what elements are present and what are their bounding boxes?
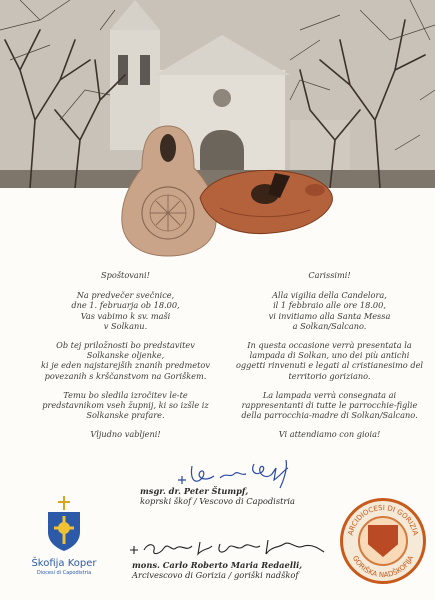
paragraph-lamp-slovenian: Ob tej priložnosti bo predstavitev Solkanske oljenke, ki je eden najstarejših znanih predmetov povezanih s krščanstvom na Goriškem. (41, 340, 210, 381)
signature-redaelli (128, 536, 328, 560)
diocese-koper-logo (24, 496, 104, 576)
greeting-italian: Carissimi! (308, 270, 351, 280)
paragraph-handover-slovenian: Temu bo sledila izročitev le-te predstavnikom vseh župnij, ki so izšle iz Solkanske prafare. (42, 389, 209, 421)
koper-crest-icon (44, 496, 84, 552)
signatory-2 (132, 560, 342, 580)
seal-text-top: ARCIDIOCESI DI GORIZIA (346, 503, 420, 537)
koper-logo-subtitle: Diocesi di Capodistria (36, 570, 92, 576)
seal-lettering (340, 498, 426, 584)
oil-lamps-image (110, 118, 340, 258)
paragraph-lamp-italian: In questa occasione verrà presentata la lampada di Solkan, uno dei più antichi oggetti rinvenuti e legati al cristianesimo del territorio goriziano. (235, 340, 424, 381)
oil-lamps-illustration (110, 118, 340, 258)
closing-italian: Vi attendiamo con gioia! (278, 429, 381, 440)
signatory-1-name: msgr. dr. Peter Štumpf, (140, 486, 249, 496)
italian-text-column (232, 270, 427, 449)
paragraph-date-italian: Alla vigilia della Candelora, il 1 febbraio alle ore 18.00, vi invitiamo alla Santa Messa a Solkan/Salcano. (268, 290, 391, 331)
signatory-2-name: mons. Carlo Roberto Maria Redaelli, (132, 560, 303, 570)
signatory-2-title: Arcivescovo di Gorizia / goriški nadškof (132, 570, 299, 580)
signatory-1 (140, 486, 360, 506)
slovenian-text-column (28, 270, 223, 449)
gorizia-seal (340, 498, 426, 584)
signatory-1-title: koprski škof / Vescovo di Capodistria (140, 496, 295, 506)
greeting-slovenian: Spoštovani! (101, 270, 150, 280)
koper-logo-name: Škofija Koper (31, 558, 97, 569)
seal-text-bottom: GORIŠKA NADŠKOFIJA (350, 554, 416, 580)
paragraph-handover-italian: La lampada verrà consegnata ai rappresentanti di tutte le parrocchie-figlie della parrocchia-madre di Solkan/Salcano. (241, 389, 418, 421)
closing-slovenian: Vljudno vabljeni! (90, 429, 161, 440)
paragraph-date-slovenian: Na predvečer svečnice, dne 1. februarja ob 18.00, Vas vabimo k sv. maši v Solkanu. (71, 290, 180, 331)
